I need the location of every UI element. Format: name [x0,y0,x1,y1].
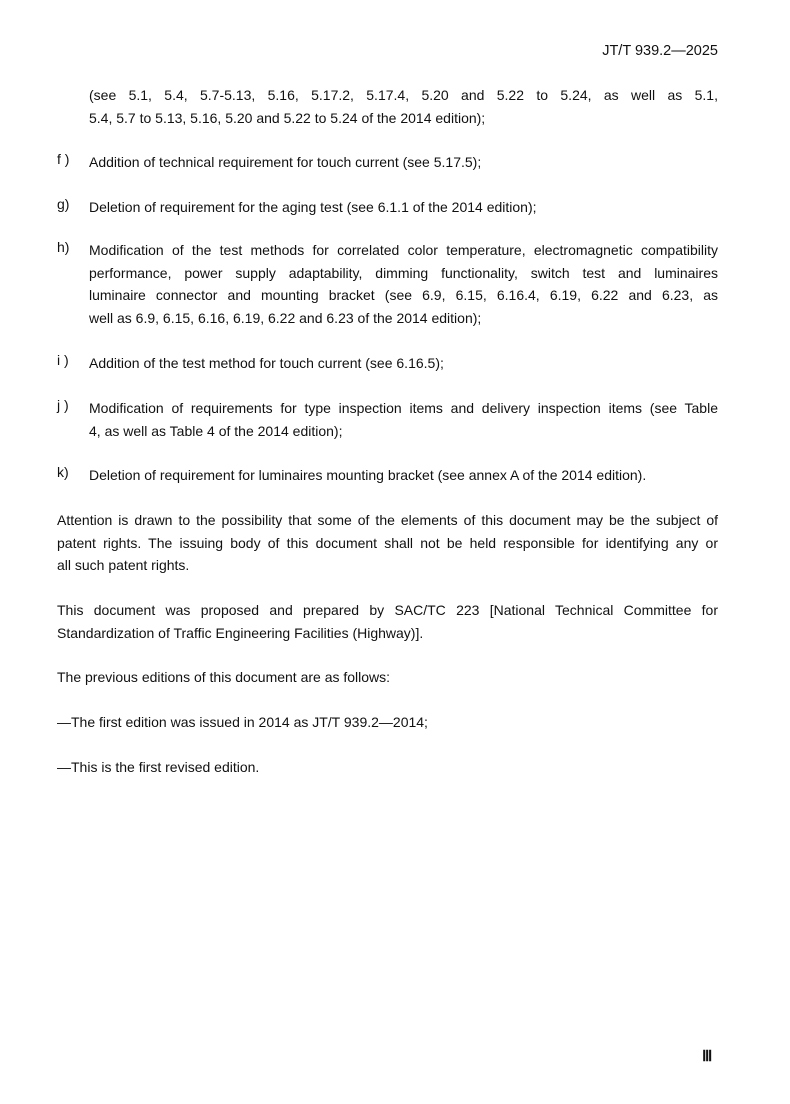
text-line: Standardization of Traffic Engineering Facilities (Highway)]. [57,624,424,641]
text-line: 4, as well as Table 4 of the 2014 edition); [89,422,343,439]
list-item [57,352,718,375]
text-line: luminaire connector and mounting bracket (see 6.9, 6.15, 6.16.4, 6.19, 6.22 and 6.23, as [89,287,718,303]
paragraph [57,599,718,644]
text-line: Deletion of requirement for the aging test (see 6.1.1 of the 2014 edition); [89,199,537,215]
text-line: —This is the first revised edition. [57,759,260,775]
paragraph [57,666,718,689]
list-item-label: k) [57,464,69,480]
text-line: Attention is drawn to the possibility that some of the elements of this document may be the subject of [57,512,718,528]
text-line: Modification of requirements for type inspection items and delivery inspection items (see Table [89,400,718,416]
text-line: Modification of the test methods for correlated color temperature, electromagnetic compatibility [89,242,718,258]
text-line: The previous editions of this document are as follows: [57,669,391,685]
text-line: Addition of the test method for touch current (see 6.16.5); [89,355,444,371]
paragraph [57,756,718,779]
list-item-label: i ) [57,352,69,368]
list-item [57,397,718,442]
text-line: performance, power supply adaptability, dimming functionality, switch test and luminaires [89,264,718,281]
text-line: (see 5.1, 5.4, 5.7-5.13, 5.16, 5.17.2, 5.17.4, 5.20 and 5.22 to 5.24, as well as 5.1, [89,87,718,103]
list-item-label: h) [57,239,70,255]
list-item-label: j ) [57,397,69,413]
text-line: all such patent rights. [57,557,190,573]
text-line: Deletion of requirement for luminaires mounting bracket (see annex A of the 2014 edition). [89,467,647,483]
paragraph [57,84,718,129]
document-id-header: JT/T 939.2—2025 [602,43,718,59]
text-line: Addition of technical requirement for touch current (see 5.17.5); [89,154,482,170]
page-number: Ⅲ [702,1049,713,1065]
text-line: well as 6.9, 6.15, 6.16, 6.19, 6.22 and 6.23 of the 2014 edition); [89,309,482,326]
text-line: This document was proposed and prepared by SAC/TC 223 [National Technical Committee for [57,602,718,618]
list-item [57,239,718,329]
paragraph [57,711,718,734]
text-line: 5.4, 5.7 to 5.13, 5.16, 5.20 and 5.22 to 5.24 of the 2014 edition); [89,109,486,126]
list-item [57,196,718,219]
list-item [57,464,718,487]
list-item-label: g) [57,196,70,212]
list-item [57,151,718,174]
list-item-label: f ) [57,151,70,167]
text-line: —The first edition was issued in 2014 as JT/T 939.2—2014; [57,714,428,730]
text-line: patent rights. The issuing body of this document shall not be held responsible for identifying any or [57,534,718,551]
paragraph [57,509,718,577]
